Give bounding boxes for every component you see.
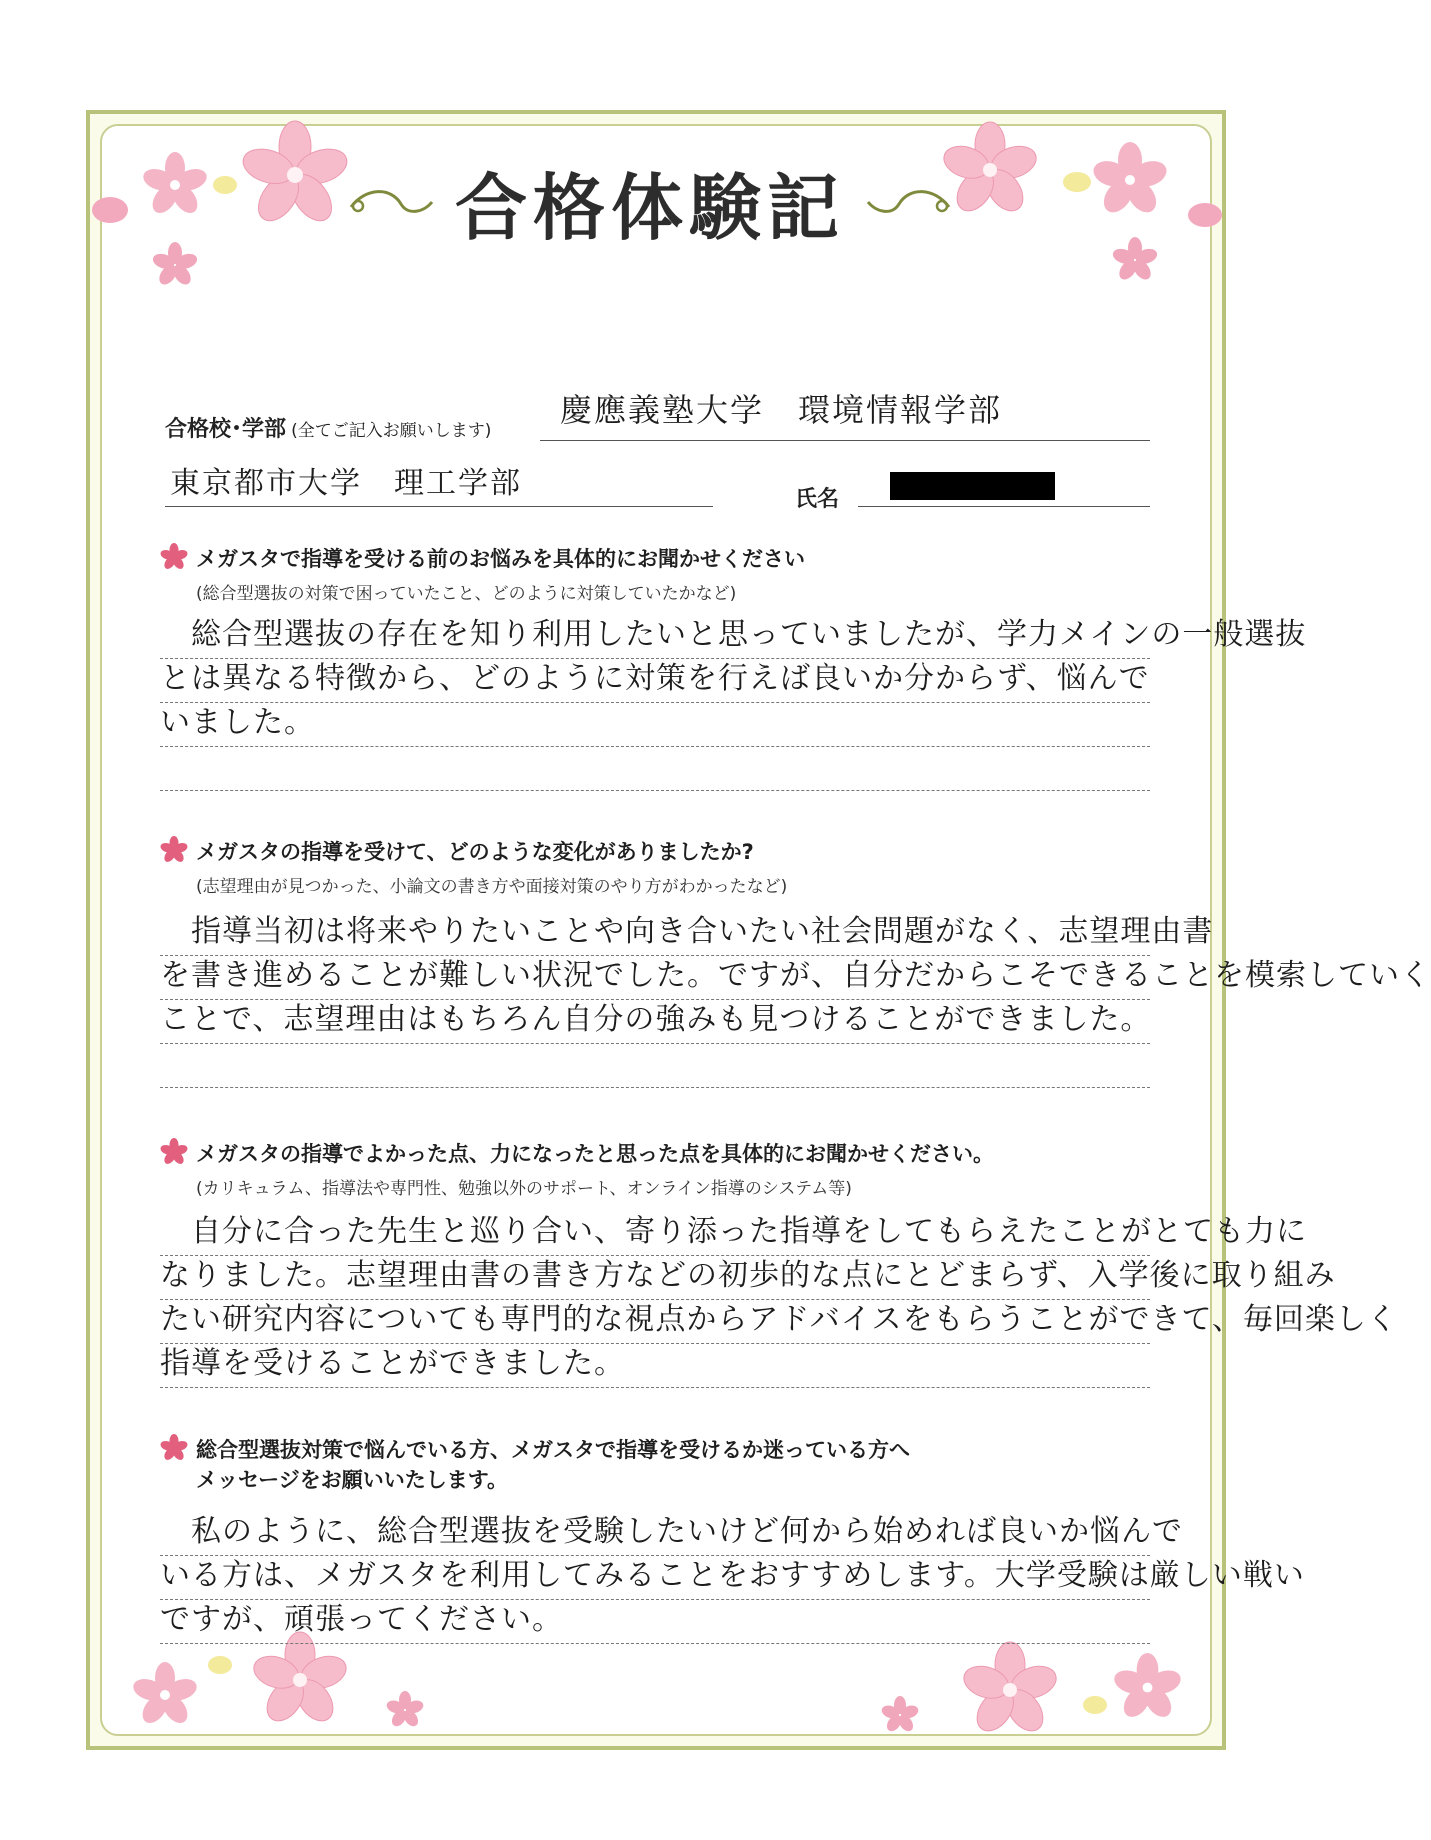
answer-line: 自分に合った先生と巡り合い、寄り添った指導をしてもらえたことがとても力に (160, 1212, 1150, 1256)
answer-3 (160, 1212, 1398, 1388)
answer-line: を書き進めることが難しい状況でした。ですが、自分だからこそできることを模索していく (160, 956, 1150, 1000)
petal-icon (205, 1650, 235, 1680)
title-row (0, 150, 1300, 254)
answer-line: 指導当初は将来やりたいことや向き合いたい社会問題がなく、志望理由書 (160, 912, 1150, 956)
sakura-icon (1110, 1650, 1185, 1725)
sakura-icon (880, 1695, 920, 1735)
sakura-bullet-icon (160, 1434, 188, 1462)
name-underline (858, 506, 1150, 507)
question-subtitle: (志望理由が見つかった、小論文の書き方や面接対策のやり方がわかったなど) (196, 877, 788, 897)
question-title: 総合型選抜対策で悩んでいる方、メガスタで指導を受けるか迷っている方へ (196, 1438, 910, 1462)
answer-line (160, 747, 1150, 791)
sakura-bullet-icon (160, 836, 188, 864)
name-label: 氏名 (795, 487, 840, 512)
swirl-ornament-icon (346, 182, 436, 222)
answer-line: たい研究内容についても専門的な視点からアドバイスをもらうことができて、毎回楽しく (160, 1300, 1150, 1344)
answer-line (160, 1044, 1150, 1088)
answer-line: ですが、頑張ってください。 (160, 1600, 1150, 1644)
school-underline-1 (540, 440, 1150, 441)
answer-line: いました。 (160, 703, 1150, 747)
answer-line: いる方は、メガスタを利用してみることをおすすめします。大学受験は厳しい戦い (160, 1556, 1150, 1600)
page-title: 合格体験記 (454, 165, 845, 250)
sakura-icon (960, 1640, 1060, 1740)
answer-line: とは異なる特徴から、どのように対策を行えば良いか分からず、悩んで (160, 659, 1150, 703)
question-1 (160, 543, 1150, 604)
question-2 (160, 836, 1150, 897)
question-subtitle: (総合型選抜の対策で困っていたこと、どのように対策していたかなど) (196, 584, 737, 604)
question-title: メガスタで指導を受ける前のお悩みを具体的にお聞かせください (196, 547, 805, 571)
question-3 (160, 1138, 1150, 1199)
school-label: 合格校･学部 (165, 417, 287, 442)
sakura-icon (385, 1690, 425, 1730)
school-label-row (165, 412, 491, 443)
answer-line: 私のように、総合型選抜を受験したいけど何から始めれば良いか悩んで (160, 1512, 1150, 1556)
answer-line: 指導を受けることができました。 (160, 1344, 1150, 1388)
sakura-bullet-icon (160, 1138, 188, 1166)
answer-1 (160, 615, 1307, 791)
answer-2 (160, 912, 1431, 1088)
sakura-icon (130, 1660, 200, 1730)
school-hint: (全てご記入お願いします) (291, 421, 492, 441)
answer-line: ことで、志望理由はもちろん自分の強みも見つけることができました。 (160, 1000, 1150, 1044)
swirl-ornament-icon (864, 182, 954, 222)
answer-line: なりました。志望理由書の書き方などの初歩的な点にとどまらず、入学後に取り組み (160, 1256, 1150, 1300)
sakura-icon (250, 1630, 350, 1730)
question-title-line-2: メッセージをお願いいたします。 (196, 1468, 509, 1492)
school-value-2: 東京都市大学 理工学部 (170, 466, 522, 501)
question-title: メガスタの指導でよかった点、力になったと思った点を具体的にお聞かせください。 (196, 1142, 994, 1166)
question-title: メガスタの指導を受けて、どのような変化がありましたか? (196, 840, 754, 864)
school-value-1: 慶應義塾大学 環境情報学部 (560, 391, 1003, 429)
answer-4 (160, 1512, 1305, 1644)
question-4 (160, 1434, 1150, 1494)
answer-line: 総合型選抜の存在を知り利用したいと思っていましたが、学力メインの一般選抜 (160, 615, 1150, 659)
petal-icon (1080, 1690, 1110, 1720)
question-subtitle: (カリキュラム、指導法や専門性、勉強以外のサポート、オンライン指導のシステム等) (196, 1179, 852, 1199)
redacted-name (890, 472, 1055, 500)
school-underline-2 (165, 506, 713, 507)
sakura-bullet-icon (160, 543, 188, 571)
